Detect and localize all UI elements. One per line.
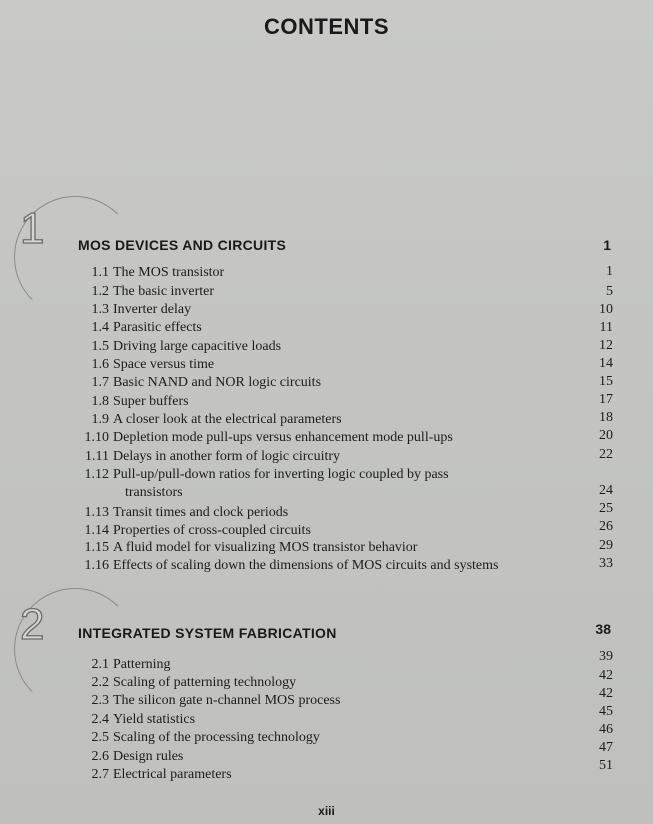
section-number: 1.12: [84, 467, 109, 482]
section-page: 12: [599, 338, 613, 353]
toc-entry-1-2[interactable]: [76, 283, 576, 301]
section-number: 2.5: [91, 730, 109, 745]
section-number: 1.1: [91, 265, 109, 280]
chapter-1-title[interactable]: MOS DEVICES AND CIRCUITS: [78, 237, 287, 253]
section-number: 1.4: [91, 320, 109, 335]
section-title: Parasitic effects: [113, 320, 202, 335]
section-title: Space versus time: [113, 357, 215, 372]
toc-entry-1-13[interactable]: [76, 504, 576, 522]
chapter-2-number: 2: [20, 600, 45, 649]
section-page: 51: [599, 758, 613, 773]
section-number: 1.6: [91, 357, 109, 372]
section-page: 26: [599, 519, 613, 534]
section-title: Inverter delay: [113, 302, 192, 317]
section-page: 18: [599, 410, 613, 425]
chapter-2-page: 38: [595, 621, 611, 637]
section-page: 46: [599, 722, 613, 737]
toc-entry-1-5[interactable]: [76, 338, 576, 356]
section-title: A closer look at the electrical parameters: [113, 412, 342, 427]
section-page: 1: [606, 264, 613, 279]
section-page: 10: [599, 302, 613, 317]
toc-entry-2-1[interactable]: [76, 656, 576, 674]
section-number: 2.7: [91, 767, 109, 782]
toc-entry-1-16[interactable]: [76, 557, 576, 575]
toc-entry-1-14[interactable]: [76, 522, 576, 540]
toc-entry-1-4[interactable]: [76, 319, 576, 337]
section-number: 2.1: [91, 657, 109, 672]
section-title: Delays in another form of logic circuitry: [113, 449, 341, 464]
section-page: 47: [599, 740, 613, 755]
section-page: 39: [599, 649, 613, 664]
section-number: 1.7: [91, 375, 109, 390]
section-title: Pull-up/pull-down ratios for inverting logic coupled by pass: [113, 467, 449, 482]
toc-entry-1-3[interactable]: [76, 301, 576, 319]
chapter-1-number: 1: [20, 204, 45, 253]
toc-entry-1-6[interactable]: [76, 356, 576, 374]
section-title: The basic inverter: [113, 284, 215, 299]
section-title: Basic NAND and NOR logic circuits: [113, 375, 322, 390]
section-page: 20: [599, 428, 613, 443]
section-title: Yield statistics: [113, 712, 196, 727]
section-number: 2.4: [91, 712, 109, 727]
section-page: 45: [599, 704, 613, 719]
toc-entry-1-8[interactable]: [76, 393, 576, 411]
section-number: 1.9: [91, 412, 109, 427]
chapter-2-title[interactable]: INTEGRATED SYSTEM FABRICATION: [78, 625, 337, 641]
section-title: Scaling of the processing technology: [113, 730, 320, 745]
section-number: 1.16: [84, 558, 109, 573]
page-folio: xiii: [318, 804, 335, 818]
section-number: 1.8: [91, 394, 109, 409]
section-number: 1.5: [91, 339, 109, 354]
section-number: 1.10: [84, 430, 109, 445]
section-page: 15: [599, 374, 613, 389]
section-page: 42: [599, 668, 613, 683]
section-number: 1.15: [84, 540, 109, 555]
section-number: 1.13: [84, 505, 109, 520]
section-title: Design rules: [113, 749, 184, 764]
section-number: 1.14: [84, 523, 109, 538]
section-page: 29: [599, 538, 613, 553]
toc-entry-1-11[interactable]: [76, 448, 576, 466]
toc-entry-2-6[interactable]: [76, 748, 576, 766]
toc-entry-1-7[interactable]: [76, 374, 576, 392]
section-title: Properties of cross-coupled circuits: [113, 523, 311, 538]
section-page: 33: [599, 556, 613, 571]
section-number: 2.2: [91, 675, 109, 690]
section-page: 25: [599, 501, 613, 516]
section-title: Depletion mode pull-ups versus enhancement mode pull-ups: [113, 430, 453, 445]
section-number: 1.11: [85, 449, 109, 464]
toc-entry-1-15[interactable]: [76, 539, 576, 557]
section-number: 2.3: [91, 693, 109, 708]
section-page: 24: [599, 483, 613, 498]
section-title: The silicon gate n-channel MOS process: [113, 693, 341, 708]
section-page: 14: [599, 356, 613, 371]
section-title: Scaling of patterning technology: [113, 675, 297, 690]
section-number: 2.6: [91, 749, 109, 764]
toc-entry-1-1[interactable]: [76, 264, 576, 282]
toc-entry-1-10[interactable]: [76, 429, 576, 447]
section-page: 11: [599, 320, 613, 335]
toc-entry-2-4[interactable]: [76, 711, 576, 729]
section-title-continuation: transistors: [125, 485, 183, 500]
section-page: 17: [599, 392, 613, 407]
section-title: Electrical parameters: [113, 767, 232, 782]
toc-entry-1-12[interactable]: [76, 466, 576, 502]
section-page: 42: [599, 686, 613, 701]
section-number: 1.2: [91, 284, 109, 299]
section-number: 1.3: [91, 302, 109, 317]
section-title: A fluid model for visualizing MOS transistor behavior: [113, 540, 418, 555]
section-title: Driving large capacitive loads: [113, 339, 282, 354]
toc-entry-2-3[interactable]: [76, 692, 576, 710]
section-title: Patterning: [113, 657, 171, 672]
section-page: 5: [606, 284, 613, 299]
chapter-1-page: 1: [603, 237, 611, 253]
section-title: Effects of scaling down the dimensions of MOS circuits and systems: [113, 558, 499, 573]
section-title: The MOS transistor: [113, 265, 225, 280]
toc-entry-2-5[interactable]: [76, 729, 576, 747]
toc-entry-2-7[interactable]: [76, 766, 576, 784]
toc-entry-2-2[interactable]: [76, 674, 576, 692]
toc-entry-1-9[interactable]: [76, 411, 576, 429]
page-heading: CONTENTS: [264, 14, 389, 39]
section-title: Super buffers: [113, 394, 189, 409]
section-page: 22: [599, 447, 613, 462]
section-title: Transit times and clock periods: [113, 505, 289, 520]
